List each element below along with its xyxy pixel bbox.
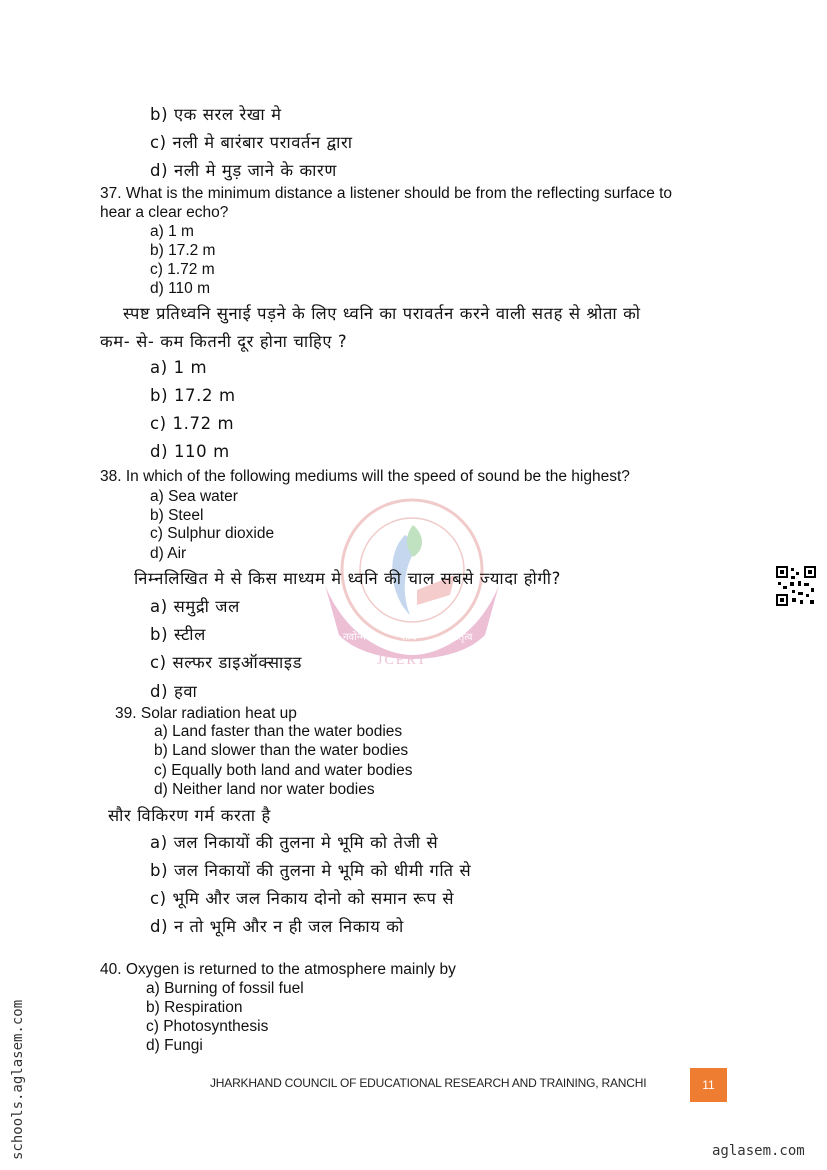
q39-hi-option-d: d) न तो भूमि और न ही जल निकाय को	[150, 917, 404, 936]
watermark-label-2: शोध	[401, 632, 417, 643]
qr-code-icon	[776, 566, 816, 606]
q39-option-a: a) Land faster than the water bodies	[154, 723, 403, 740]
q36-hi-option-d: d) नली मे मुड़ जाने के कारण	[150, 161, 337, 180]
q38-hi-option-c: c) सल्फर डाइऑक्साइड	[150, 653, 303, 672]
watermark-label-3: नेतृत्व	[453, 632, 473, 643]
q38-option-c: c) Sulphur dioxide	[150, 525, 275, 542]
q38-option-b: b) Steel	[150, 507, 204, 524]
q40-option-d: d) Fungi	[146, 1037, 203, 1054]
q40-option-b: b) Respiration	[146, 999, 243, 1016]
q37-hi-option-a: a) 1 m	[150, 358, 208, 377]
q37-question-line2: hear a clear echo?	[100, 204, 229, 221]
q38-hi-question: निम्नलिखित मे से किस माध्यम मे ध्वनि की चाल सबसे ज्यादा होगी?	[134, 569, 561, 588]
q38-hi-option-b: b) स्टील	[150, 625, 206, 644]
watermark-logo-text: JCERT	[377, 653, 428, 668]
q39-hi-option-c: c) भूमि और जल निकाय दोनो को समान रूप से	[150, 889, 455, 908]
q38-question: 38. In which of the following mediums will the speed of sound be the highest?	[100, 468, 630, 485]
page-number-badge: 11	[690, 1068, 727, 1102]
q39-option-d: d) Neither land nor water bodies	[154, 781, 375, 798]
q39-hi-option-a: a) जल निकायों की तुलना मे भूमि को तेजी से	[150, 833, 439, 852]
q37-option-a: a) 1 m	[150, 223, 194, 240]
q36-hi-option-b: b) एक सरल रेखा मे	[150, 105, 282, 124]
q40-option-c: c) Photosynthesis	[146, 1018, 269, 1035]
q37-option-b: b) 17.2 m	[150, 242, 216, 259]
side-url-watermark: schools.aglasem.com	[10, 999, 26, 1160]
q36-hi-option-c: c) नली मे बारंबार परावर्तन द्वारा	[150, 133, 353, 152]
footer-institution-name: JHARKHAND COUNCIL OF EDUCATIONAL RESEARCH AND TRAINING, RANCHI	[210, 1076, 647, 1090]
q40-question: 40. Oxygen is returned to the atmosphere mainly by	[100, 961, 456, 978]
q39-hi-option-b: b) जल निकायों की तुलना मे भूमि को धीमी गति से	[150, 861, 472, 880]
q38-option-a: a) Sea water	[150, 488, 238, 505]
q37-question-line1: 37. What is the minimum distance a listener should be from the reflecting surface to	[100, 185, 673, 202]
q39-option-c: c) Equally both land and water bodies	[154, 762, 413, 779]
watermark-label-1: नवोन्मेष	[343, 632, 372, 643]
q39-option-b: b) Land slower than the water bodies	[154, 742, 409, 759]
q38-option-d: d) Air	[150, 545, 187, 562]
q40-option-a: a) Burning of fossil fuel	[146, 980, 304, 997]
q37-hi-option-d: d) 110 m	[150, 442, 230, 461]
q39-hi-question: सौर विकिरण गर्म करता है	[108, 806, 271, 825]
q37-hi-option-b: b) 17.2 m	[150, 386, 236, 405]
q37-hi-question-line2: कम- से- कम कितनी दूर होना चाहिए ?	[100, 332, 348, 351]
q37-option-c: c) 1.72 m	[150, 261, 215, 278]
q37-option-d: d) 110 m	[150, 280, 211, 297]
q38-hi-option-d: d) हवा	[150, 682, 198, 701]
q37-hi-option-c: c) 1.72 m	[150, 414, 235, 433]
q37-hi-question-line1: स्पष्ट प्रतिध्वनि सुनाई पड़ने के लिए ध्वनि का परावर्तन करने वाली सतह से श्रोता को	[123, 304, 641, 323]
corner-url-watermark: aglasem.com	[712, 1143, 805, 1159]
q38-hi-option-a: a) समुद्री जल	[150, 597, 240, 616]
q39-question: 39. Solar radiation heat up	[115, 705, 297, 722]
